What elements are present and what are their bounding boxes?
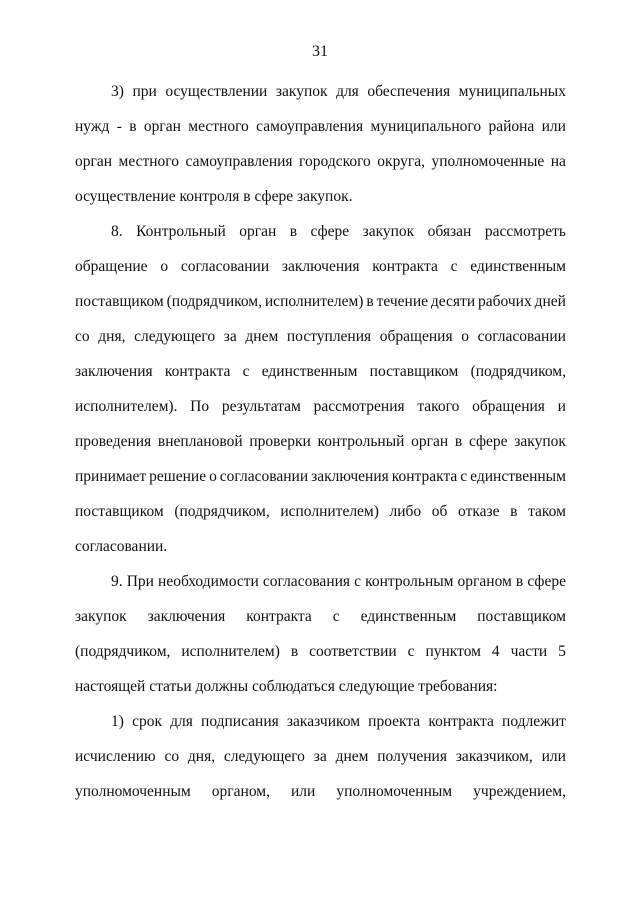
text-line-4: осуществление контроля в сфере закупок. xyxy=(75,188,353,205)
text-line-6: обращение о согласовании заключения контракта с единственным xyxy=(75,258,566,275)
text-line-16: закупок заключения контракта с единственным поставщиком xyxy=(75,608,566,625)
text-line-13: поставщиком (подрядчиком, исполнителем) либо об отказе в таком xyxy=(75,503,566,520)
text-line-14: согласовании. xyxy=(75,538,168,555)
text-line-9: заключения контракта с единственным поставщиком (подрядчиком, xyxy=(75,363,566,380)
text-line-2: нужд - в орган местного самоуправления муниципального района или xyxy=(75,118,566,135)
text-line-17: (подрядчиком, исполнителем) в соответствии с пунктом 4 части 5 xyxy=(75,643,566,660)
text-line-1: 3) при осуществлении закупок для обеспечения муниципальных xyxy=(111,83,566,100)
text-line-10: исполнителем). По результатам рассмотрения такого обращения и xyxy=(75,398,566,415)
text-line-12: принимает решение о согласовании заключения контракта с единственным xyxy=(75,468,566,485)
text-line-3: орган местного самоуправления городского округа, уполномоченные на xyxy=(75,153,566,170)
text-line-20: исчислению со дня, следующего за днем получения заказчиком, или xyxy=(75,748,566,765)
text-line-7: поставщиком (подрядчиком, исполнителем) в течение десяти рабочих дней xyxy=(75,293,566,310)
text-line-21: уполномоченным органом, или уполномоченным учреждением, xyxy=(75,783,566,800)
text-line-18: настоящей статьи должны соблюдаться следующие требования: xyxy=(75,678,498,695)
text-line-8: со дня, следующего за днем поступления обращения о согласовании xyxy=(75,328,566,345)
text-line-19: 1) срок для подписания заказчиком проекта контракта подлежит xyxy=(111,713,566,730)
text-line-11: проведения внеплановой проверки контрольный орган в сфере закупок xyxy=(75,433,566,450)
text-line-15: 9. При необходимости согласования с контрольным органом в сфере xyxy=(111,573,566,590)
text-line-5: 8. Контрольный орган в сфере закупок обязан рассмотреть xyxy=(111,223,566,240)
page-number: 31 xyxy=(312,43,328,60)
